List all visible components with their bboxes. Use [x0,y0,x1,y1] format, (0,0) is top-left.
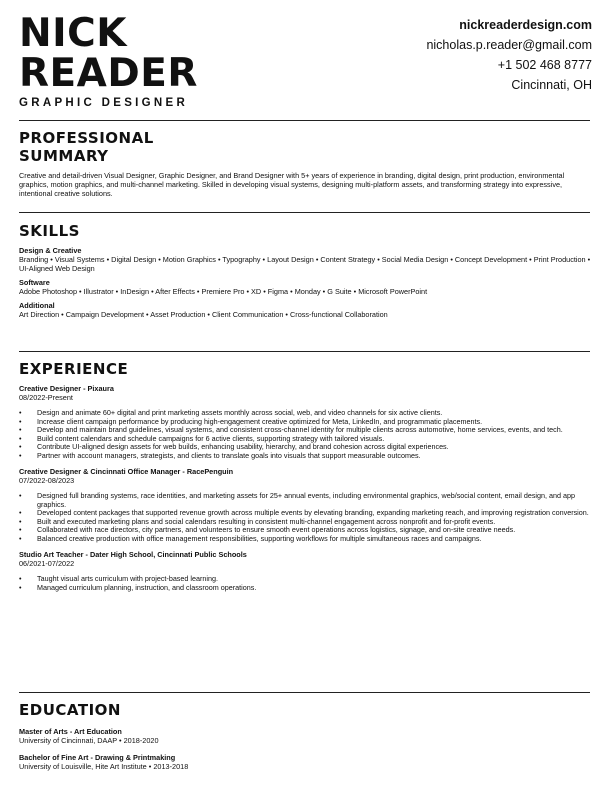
job-dates: 06/2021-07/2022 [19,559,75,568]
divider [19,351,590,352]
job-bullets [19,409,591,460]
skill-group [19,278,591,296]
skill-group-items: Art Direction • Campaign Development • Asset Production • Client Communication • Cross-functional Collaboration [19,310,388,319]
job-bullets [19,575,591,592]
job-title: Creative Designer - Pixaura [19,384,114,393]
phone-number: +1 502 468 8777 [497,58,592,72]
experience-heading: EXPERIENCE [19,360,129,378]
school: University of Louisville, Hite Art Institute • 2013-2018 [19,762,189,771]
skills-heading: SKILLS [19,222,80,240]
summary-heading-line1: PROFESSIONAL [19,129,154,147]
summary-text: Creative and detail-driven Visual Designer, Graphic Designer, and Brand Designer with 5+ years of experience in branding, digital design, print production, environmental graphics, motion graphics, and multi-channel marketing. Skilled in developing visual systems, designing multi-platform assets, and transforming strategy into expressive, intentional creative solutions. [19,171,565,198]
candidate-name [19,11,198,96]
last-name: READER [19,51,198,96]
bullet-item: • Developed content packages that supported revenue growth across multiple events by elevating branding, expanding marketing reach, and improving registration conversion. [19,508,589,517]
divider [19,692,590,693]
website-link[interactable]: nickreaderdesign.com [459,18,592,32]
skill-group-items: Adobe Photoshop • Illustrator • InDesign • After Effects • Premiere Pro • XD • Figma • Monday • G Suite • Microsoft PowerPoint [19,287,428,296]
experience-section [19,360,591,599]
skill-group-label: Additional [19,301,55,310]
summary-heading-line2: SUMMARY [19,147,109,165]
skill-group-label: Software [19,278,50,287]
job-entry [19,384,591,460]
degree: Master of Arts - Art Education [19,727,122,736]
job-title: Creative Designer & Cincinnati Office Manager - RacePenguin [19,467,234,476]
skill-group [19,301,591,319]
bullet-item: • Contribute UI-aligned design assets for web builds, enhancing usability, hierarchy, and brand cohesion across digital experiences. [19,442,449,451]
job-dates: 07/2022-08/2023 [19,476,75,485]
job-title: Studio Art Teacher - Dater High School, Cincinnati Public Schools [19,550,247,559]
education-heading: EDUCATION [19,701,121,719]
contact-block [426,15,592,95]
bullet-item: • Increase client campaign performance by producing high-engagement creative optimized for Meta, LinkedIn, and programmatic placements. [19,416,483,426]
education-section [19,701,591,779]
location: Cincinnati, OH [511,78,592,92]
bullet-item: • Built and executed marketing plans and social calendars resulting in consistent multi-channel engagement across nonprofit and for-profit events. [19,516,496,526]
skill-group [19,246,591,273]
education-entry [19,727,591,745]
bullet-item: • Design and animate 60+ digital and print marketing assets monthly across social, web, and video channels for six active clients. [19,408,443,417]
bullet-item: • Designed full branding systems, race identities, and marketing assets for 25+ annual events, including environmental graphics, web/social content, email design, and app graphics. [19,491,575,509]
summary-section [19,129,591,198]
email-link[interactable]: nicholas.p.reader@gmail.com [426,38,592,52]
bullet-item: • Managed curriculum planning, instruction, and classroom operations. [19,582,257,592]
bullet-item: • Build content calendars and schedule campaigns for 6 active clients, supporting strategy with tailored visuals. [19,433,385,443]
summary-heading [19,129,591,165]
job-entry [19,467,591,543]
bullet-item: • Develop and maintain brand guidelines, visual systems, and consistent cross-channel identity for multiple clients across automotive, home services, events, and tech. [19,425,563,434]
bullet-item: • Taught visual arts curriculum with project-based learning. [19,574,218,583]
education-entry [19,753,591,771]
bullet-item: • Balanced creative production with office management responsibilities, supporting workflows for multiple simultaneous races and campaigns. [19,533,482,543]
first-name: NICK [19,11,127,56]
divider [19,120,590,121]
school: University of Cincinnati, DAAP • 2018-2020 [19,736,159,745]
bullet-item: • Partner with account managers, strategists, and clients to translate goals into visuals that support measurable outcomes. [19,450,421,460]
job-dates: 08/2022-Present [19,393,73,402]
skills-section [19,222,591,324]
job-entry [19,550,591,592]
degree: Bachelor of Fine Art - Drawing & Printmaking [19,753,176,762]
skill-group-label: Design & Creative [19,246,82,255]
divider [19,212,590,213]
job-bullets [19,492,591,543]
bullet-item: • Collaborated with race directors, city partners, and volunteers to ensure smooth event operations across logistics, signage, and on-site creative needs. [19,525,516,534]
skill-group-items: Branding • Visual Systems • Digital Design • Motion Graphics • Typography • Layout Design • Content Strategy • Social Media Design • Concept Development • Print Production • UI-Aligned Web Design [19,255,591,273]
job-role: GRAPHIC DESIGNER [19,97,189,109]
